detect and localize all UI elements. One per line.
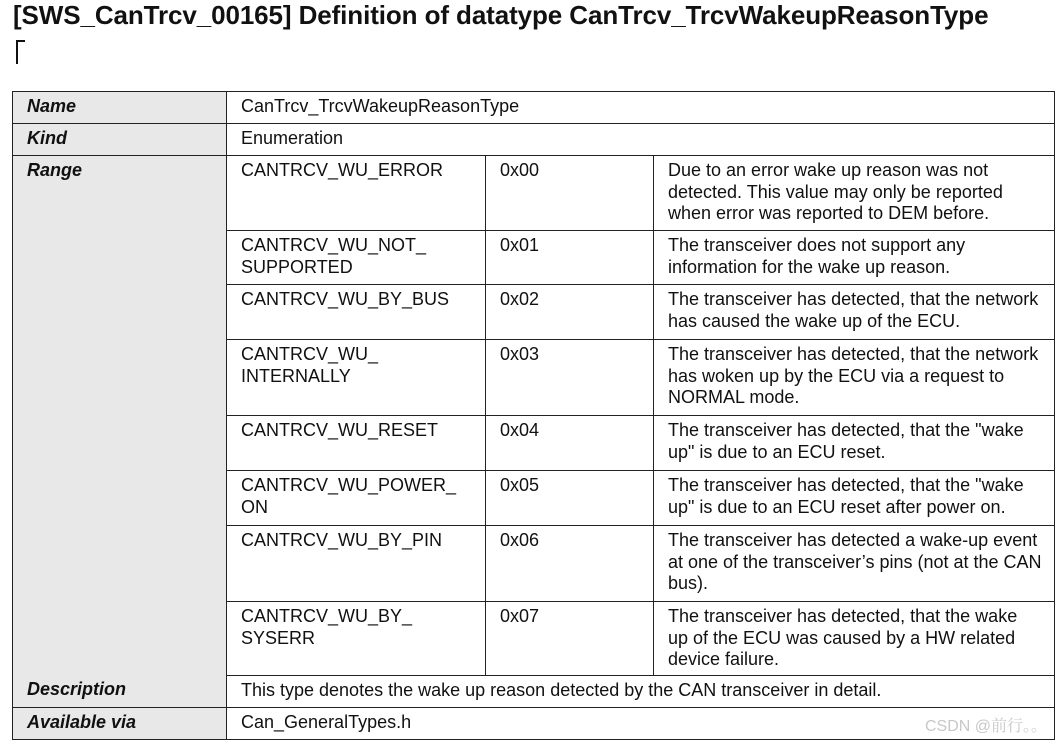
range-item-name: CANTRCV_WU_RESET (227, 416, 486, 471)
range-item-description: The transceiver has detected, that the wake up of the ECU was caused by a HW related device failure. (654, 602, 1055, 676)
name-row (13, 92, 1055, 124)
range-item-value: 0x05 (486, 471, 654, 526)
range-item-value: 0x03 (486, 340, 654, 416)
name-value: CanTrcv_TrcvWakeupReasonType (227, 92, 1055, 124)
range-item-value: 0x02 (486, 285, 654, 340)
requirement-start-mark (16, 40, 25, 64)
range-item-value: 0x07 (486, 602, 654, 676)
kind-label: Kind (13, 124, 227, 156)
range-item-value: 0x06 (486, 526, 654, 602)
range-item-name: CANTRCV_WU_BY_BUS (227, 285, 486, 340)
range-item-name: CANTRCV_WU_ERROR (227, 156, 486, 231)
range-item-name: CANTRCV_WU_BY_ SYSERR (227, 602, 486, 676)
range-item-value: 0x04 (486, 416, 654, 471)
range-item-description: The transceiver has detected, that the "wake up" is due to an ECU reset after power on. (654, 471, 1055, 526)
range-item-name: CANTRCV_WU_BY_PIN (227, 526, 486, 602)
kind-row (13, 124, 1055, 156)
range-item-description: The transceiver has detected, that the "wake up" is due to an ECU reset. (654, 416, 1055, 471)
range-item-name: CANTRCV_WU_ INTERNALLY (227, 340, 486, 416)
range-item-value: 0x00 (486, 156, 654, 231)
name-label: Name (13, 92, 227, 124)
range-item-description: The transceiver has detected a wake-up event at one of the transceiver’s pins (not at the CAN bus). (654, 526, 1055, 602)
available-via-label: Available via (13, 707, 227, 739)
description-row (13, 675, 1055, 707)
range-item-description: Due to an error wake up reason was not detected. This value may only be reported when error was reported to DEM before. (654, 156, 1055, 231)
range-item-description: The transceiver has detected, that the network has woken up by the ECU via a request to NORMAL mode. (654, 340, 1055, 416)
range-item-description: The transceiver does not support any information for the wake up reason. (654, 231, 1055, 285)
range-row (13, 156, 1055, 231)
watermark: CSDN @前行。。 (924, 718, 1047, 735)
range-label: Range (13, 156, 227, 676)
available-via-row (13, 707, 1055, 739)
range-item-name: CANTRCV_WU_POWER_ ON (227, 471, 486, 526)
description-value: This type denotes the wake up reason detected by the CAN transceiver in detail. (227, 675, 1055, 707)
description-label: Description (13, 675, 227, 707)
range-item-description: The transceiver has detected, that the network has caused the wake up of the ECU. (654, 285, 1055, 340)
available-via-value: Can_GeneralTypes.h (227, 707, 1055, 739)
range-item-name: CANTRCV_WU_NOT_ SUPPORTED (227, 231, 486, 285)
datatype-spec-table (12, 91, 1055, 740)
kind-value: Enumeration (227, 124, 1055, 156)
range-item-value: 0x01 (486, 231, 654, 285)
requirement-heading: [SWS_CanTrcv_00165] Definition of datatype CanTrcv_TrcvWakeupReasonType (13, 0, 989, 30)
